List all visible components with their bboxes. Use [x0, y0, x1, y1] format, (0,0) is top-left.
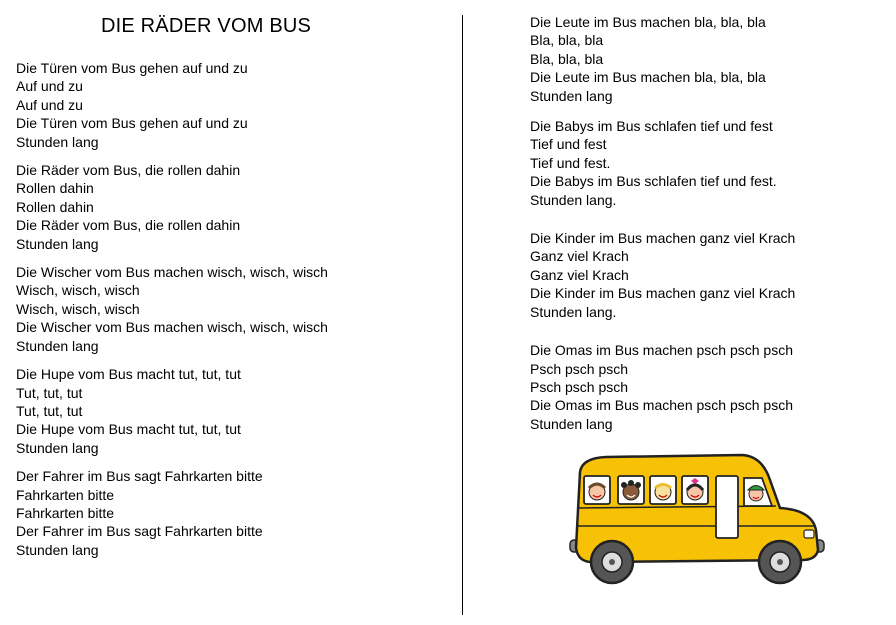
lyric-line: Die Kinder im Bus machen ganz viel Krach — [530, 285, 796, 302]
lyric-line: Auf und zu — [16, 96, 83, 113]
school-bus-icon — [566, 450, 828, 590]
lyric-line: Die Räder vom Bus, die rollen dahin — [16, 162, 241, 179]
lyric-line: Die Hupe vom Bus macht tut, tut, tut — [16, 421, 241, 438]
stanza — [530, 229, 870, 321]
lyric-line: Tut, tut, tut — [16, 384, 83, 401]
lyric-line: Ganz viel Krach — [530, 248, 629, 265]
passenger-face-icon — [655, 484, 671, 500]
lyric-line: Stunden lang — [16, 439, 99, 456]
lyric-line: Fahrkarten bitte — [16, 504, 115, 521]
song-title: DIE RÄDER VOM BUS — [100, 15, 312, 37]
lyric-line: Stunden lang. — [530, 303, 617, 320]
lyric-line: Die Leute im Bus machen bla, bla, bla — [530, 69, 766, 86]
column-divider — [462, 15, 463, 615]
stanza — [16, 161, 446, 253]
right-column — [530, 13, 870, 433]
lyric-line: Die Hupe vom Bus macht tut, tut, tut — [16, 366, 241, 383]
lyric-line: Wisch, wisch, wisch — [16, 282, 140, 299]
lyric-line: Die Omas im Bus machen psch psch psch — [530, 342, 793, 359]
lyric-line: Tut, tut, tut — [16, 402, 83, 419]
lyric-line: Die Babys im Bus schlafen tief und fest — [530, 118, 773, 135]
lyric-line: Die Babys im Bus schlafen tief und fest. — [530, 173, 777, 190]
stanza — [16, 263, 446, 355]
lyric-line: Stunden lang — [16, 337, 99, 354]
lyric-line: Die Leute im Bus machen bla, bla, bla — [530, 14, 766, 30]
lyric-line: Stunden lang — [16, 541, 99, 558]
lyric-line: Die Kinder im Bus machen ganz viel Krach — [530, 230, 796, 247]
bus-headlight — [804, 530, 814, 538]
stanza — [16, 365, 446, 457]
passenger-face-icon — [589, 484, 605, 500]
lyric-line: Tief und fest. — [530, 154, 611, 171]
lyric-line: Stunden lang — [530, 87, 613, 104]
lyric-line: Die Räder vom Bus, die rollen dahin — [16, 217, 241, 234]
stanza — [16, 467, 446, 559]
lyric-line: Die Omas im Bus machen psch psch psch — [530, 397, 793, 414]
lyric-line: Der Fahrer im Bus sagt Fahrkarten bitte — [16, 468, 263, 485]
lyric-line: Der Fahrer im Bus sagt Fahrkarten bitte — [16, 523, 263, 540]
lyric-line: Stunden lang — [530, 415, 613, 432]
lyric-line: Ganz viel Krach — [530, 266, 629, 283]
lyric-line: Stunden lang. — [530, 191, 617, 208]
lyric-line: Bla, bla, bla — [530, 50, 604, 67]
lyric-line: Fahrkarten bitte — [16, 486, 115, 503]
lyric-line: Auf und zu — [16, 78, 83, 95]
driver-face-icon — [748, 486, 764, 502]
stanza — [530, 13, 870, 105]
lyric-line: Psch psch psch — [530, 378, 629, 395]
lyric-line: Bla, bla, bla — [530, 32, 604, 49]
left-column — [16, 59, 446, 559]
lyric-line: Rollen dahin — [16, 180, 94, 197]
lyric-line: Rollen dahin — [16, 198, 94, 215]
stanza — [16, 59, 446, 151]
lyric-line: Wisch, wisch, wisch — [16, 300, 140, 317]
stanza — [530, 117, 870, 209]
wheel-icon — [759, 541, 801, 583]
lyric-line: Die Türen vom Bus gehen auf und zu — [16, 60, 248, 76]
lyric-line: Tief und fest — [530, 136, 607, 153]
lyric-line: Die Wischer vom Bus machen wisch, wisch, wisch — [16, 319, 328, 336]
lyric-line: Stunden lang — [16, 235, 99, 252]
lyric-line: Psch psch psch — [530, 360, 629, 377]
lyric-line: Stunden lang — [16, 133, 99, 150]
wheel-icon — [591, 541, 633, 583]
stanza — [530, 341, 870, 433]
lyric-line: Die Türen vom Bus gehen auf und zu — [16, 115, 248, 132]
lyric-line: Die Wischer vom Bus machen wisch, wisch, wisch — [16, 264, 328, 281]
